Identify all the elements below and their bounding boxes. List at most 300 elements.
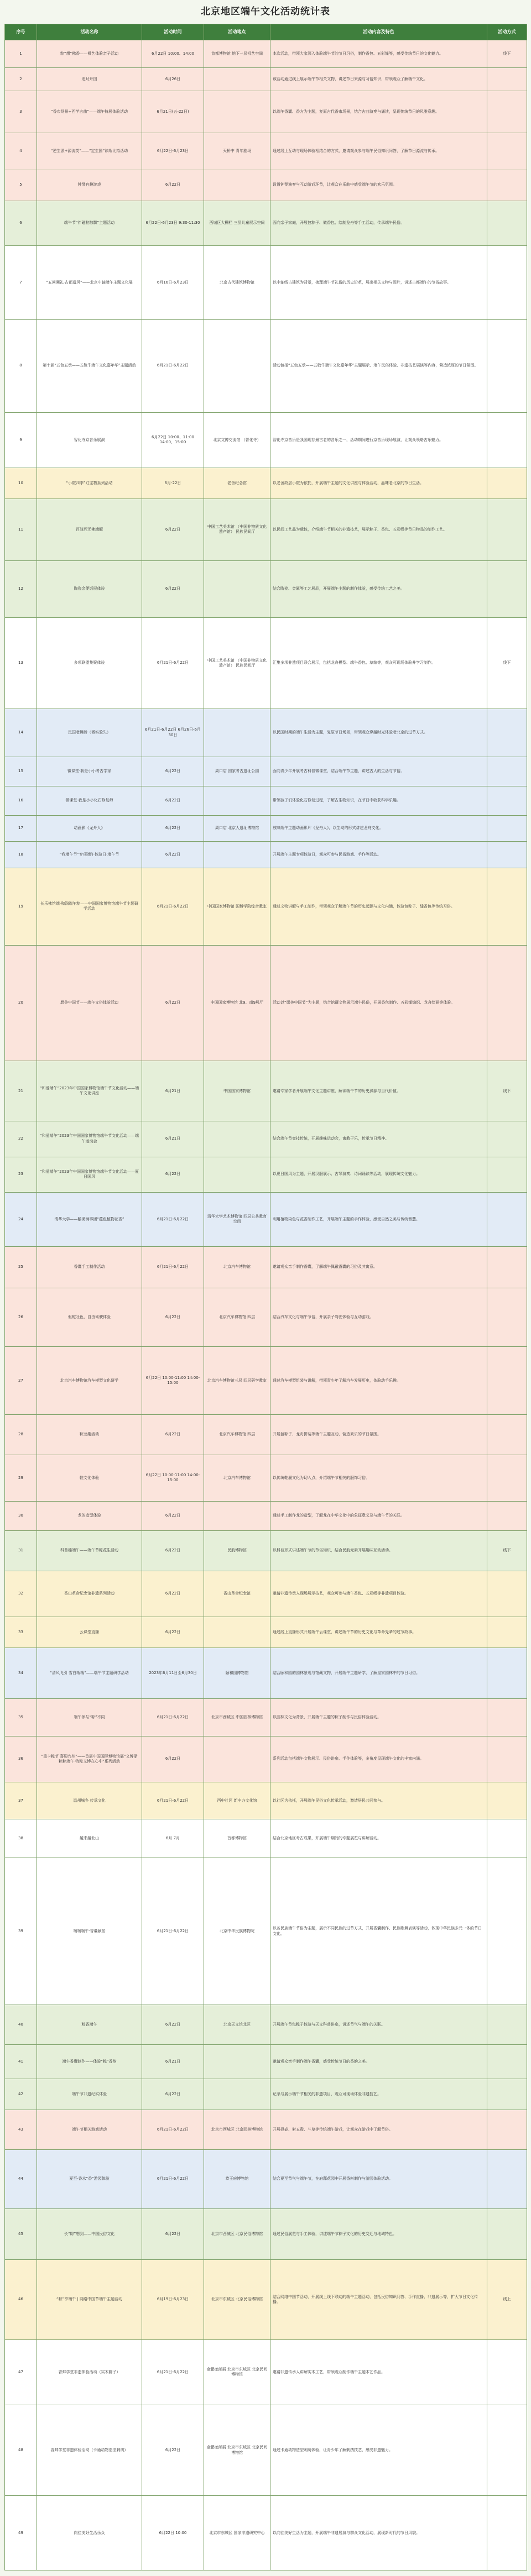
row-number: 31 xyxy=(5,1530,37,1571)
activity-mode xyxy=(487,2208,527,2259)
table-row xyxy=(5,2005,527,2045)
activity-time: 6月22日 10:00-11:00 14:00-15:00 xyxy=(142,1347,204,1415)
activity-time: 6月19日-6月23日 xyxy=(142,2259,204,2339)
activity-description: 利用植物染色与花香制作工艺，开展端午主题的手作体验，感受自然之美与传统智慧。 xyxy=(270,1192,487,1246)
header-time: 活动时间 xyxy=(142,24,204,40)
activity-time: 6月 7月 xyxy=(142,1819,204,1858)
row-number: 42 xyxy=(5,2079,37,2110)
row-number: 44 xyxy=(5,2150,37,2208)
activity-name: 民国老舞龄（微实验失） xyxy=(37,709,142,757)
activity-description: 以各民族端午节俗为主题，展示不同民族的过节方式，开展香囊制作、民族歌舞表演等活动，体现中华民族多元一体的节日文化。 xyxy=(270,1858,487,2005)
activity-name: 粽龙趣活动 xyxy=(37,1415,142,1455)
activity-description: 开展投壶、射五毒、斗草等传统端午游戏，让观众在游戏中了解节俗。 xyxy=(270,2110,487,2150)
activity-mode: 线下 xyxy=(487,1061,527,1121)
activity-place: 北京汽车博物馆三层 四层研学教室 xyxy=(204,1347,270,1415)
activity-time: 6月21日-6月22日 xyxy=(142,1699,204,1736)
activity-place: 老舍纪念馆 xyxy=(204,468,270,499)
activity-time: 6月21日(五-22日) xyxy=(142,91,204,133)
table-row xyxy=(5,1061,527,1121)
activity-time: 6月21日-6月22日 xyxy=(142,1192,204,1246)
table-row xyxy=(5,2150,527,2208)
activity-time: 6月26日 xyxy=(142,68,204,91)
activity-mode xyxy=(487,1121,527,1157)
activity-mode xyxy=(487,2496,527,2570)
table-row xyxy=(5,618,527,709)
activity-place: 西城区大栅栏 三层儿童展示空间 xyxy=(204,201,270,245)
row-number: 29 xyxy=(5,1455,37,1501)
activity-mode xyxy=(487,757,527,786)
activity-name: 鞋文化体验 xyxy=(37,1455,142,1501)
activity-place: 香山革命纪念馆 xyxy=(204,1571,270,1617)
activity-name: 粽香端午 xyxy=(37,2005,142,2045)
activity-place: 金鹏龙邮展 北京市东城区 北京民间博物馆 xyxy=(204,2405,270,2496)
row-number: 12 xyxy=(5,560,37,617)
activity-name: 愿美中国节——端午文俗体验活动 xyxy=(37,945,142,1061)
table-row xyxy=(5,468,527,499)
activity-mode xyxy=(487,945,527,1061)
table-row xyxy=(5,201,527,245)
activity-mode xyxy=(487,815,527,842)
header-no: 序号 xyxy=(5,24,37,40)
activity-name: 多项联盟集聚体验 xyxy=(37,618,142,709)
activity-place xyxy=(204,786,270,815)
table-row xyxy=(5,1699,527,1736)
activity-description: 以老舍故居小院为依托，开展端午主题的文化讲座与体验活动，品味老北京的节日生活。 xyxy=(270,468,487,499)
activity-name: 端午香囊制作——体验“粽”香韵 xyxy=(37,2045,142,2079)
activity-time: 6月21日-6月22日 xyxy=(142,618,204,709)
activity-mode xyxy=(487,133,527,170)
activity-description: 开展端午主题专项体验日，观众可参与民俗游戏、手作等活动。 xyxy=(270,842,487,868)
row-number: 7 xyxy=(5,245,37,319)
table-body xyxy=(5,40,527,2570)
activity-place xyxy=(204,91,270,133)
activity-description: 邀请专家学者开展端午文化主题讲座，解读端午节的历史渊源与当代价值。 xyxy=(270,1061,487,1121)
activity-name: “粽”享端午 | 网络中国节端午主题活动 xyxy=(37,2259,142,2339)
row-number: 11 xyxy=(5,499,37,561)
activity-mode xyxy=(487,170,527,201)
table-row xyxy=(5,170,527,201)
activity-description: 通过线上直播形式开展端午云课堂，讲述端午节的历史文化与革命先辈的过节故事。 xyxy=(270,1617,487,1648)
table-row xyxy=(5,2045,527,2079)
page-title: 北京地区端午文化活动统计表 xyxy=(201,6,330,17)
activity-mode xyxy=(487,499,527,561)
activity-description: 该活动通过线上展示端午节相关文物，讲述节日来源与习俗知识，带领观众了解端午文化。 xyxy=(270,68,487,91)
activity-mode xyxy=(487,2005,527,2045)
activity-name: 香囊手工制作活动 xyxy=(37,1246,142,1288)
row-number: 20 xyxy=(5,945,37,1061)
table-row xyxy=(5,868,527,945)
activity-name: 云课堂直播 xyxy=(37,1617,142,1648)
activity-mode xyxy=(487,1501,527,1530)
table-row xyxy=(5,40,527,68)
row-number: 38 xyxy=(5,1819,37,1858)
row-number: 25 xyxy=(5,1246,37,1288)
activity-place xyxy=(204,68,270,91)
activity-name: 端午节非遗纪实体验 xyxy=(37,2079,142,2110)
activity-time: 6月22日 xyxy=(142,1571,204,1617)
activity-description: 通过文物讲解与手工制作，带领观众了解端午节的历史起源与文化内涵，体验包粽子、缝香包等传统习俗。 xyxy=(270,868,487,945)
activity-name: 钟琴有趣游戏 xyxy=(37,170,142,201)
activity-time: 6月21日-6月22日 xyxy=(142,1782,204,1819)
activity-place: 金鹏龙邮展 北京市东城区 北京民间博物馆 xyxy=(204,2340,270,2405)
activity-name: 第十届“五色五承——五敬牛端午文化嘉年华”主题活动 xyxy=(37,319,142,412)
row-number: 30 xyxy=(5,1501,37,1530)
activity-mode xyxy=(487,2150,527,2208)
row-number: 27 xyxy=(5,1347,37,1415)
table-row xyxy=(5,2110,527,2150)
activity-place: 首都博物馆 地下一层机艺空间 xyxy=(204,40,270,68)
table-row xyxy=(5,245,527,319)
activity-time: 6月22日 xyxy=(142,2208,204,2259)
activity-place: 首都博物馆 xyxy=(204,1819,270,1858)
table-row xyxy=(5,1157,527,1192)
activity-time: 6月22日 xyxy=(142,170,204,201)
activity-place xyxy=(204,842,270,868)
activity-name: “和爱端午”2023年中国国家博物馆端午节文化活动——端午运动会 xyxy=(37,1121,142,1157)
activity-place: 北京汽车博物馆 四层 xyxy=(204,1288,270,1347)
activity-time: 6月22日 xyxy=(142,2079,204,2110)
activity-time: 6月21日 xyxy=(142,1121,204,1157)
table-row xyxy=(5,68,527,91)
activity-mode xyxy=(487,1455,527,1501)
activity-time: 6月-22日 xyxy=(142,468,204,499)
row-number: 33 xyxy=(5,1617,37,1648)
table-row xyxy=(5,1819,527,1858)
activity-mode xyxy=(487,245,527,319)
activity-description: 以社区为依托，开展端午民俗文化传承活动，邀请居民共同参与。 xyxy=(270,1782,487,1819)
activity-mode: 线下 xyxy=(487,618,527,709)
activity-name: 驱蛇吐色，自由驾驶体验 xyxy=(37,1288,142,1347)
table-row xyxy=(5,1736,527,1782)
activity-description: 结合颐和园的园林景观与馆藏文物，开展端午主题研学，了解皇家园林中的节日习俗。 xyxy=(270,1648,487,1699)
header-desc: 活动内容及特色 xyxy=(270,24,487,40)
activity-name: 动画影《龙舟人》 xyxy=(37,815,142,842)
row-number: 45 xyxy=(5,2208,37,2259)
table-row xyxy=(5,319,527,412)
activity-place: 民航博物馆 xyxy=(204,1530,270,1571)
activity-mode: 线下 xyxy=(487,1530,527,1571)
activity-place: 清华大学艺术博物馆 四层公共教育空间 xyxy=(204,1192,270,1246)
activity-time: 6月22日 xyxy=(142,945,204,1061)
activity-time: 6月22日 xyxy=(142,1530,204,1571)
activity-description: 通过汽车模型组装与讲解，带领青少年了解汽车发展历史，体验动手乐趣。 xyxy=(270,1347,487,1415)
row-number: 37 xyxy=(5,1782,37,1819)
activity-mode xyxy=(487,1246,527,1288)
activity-description: 结合陶瓷、金属等工艺展品，开展端午主题的制作体验，感受传统工艺之美。 xyxy=(270,560,487,617)
activity-name: 粽“想”佛香——机艺体验亲子活动 xyxy=(37,40,142,68)
activity-mode xyxy=(487,1648,527,1699)
activity-place: 北京天文馆北区 xyxy=(204,2005,270,2045)
activity-name: 长“粽”想到——中国民俗文化 xyxy=(37,2208,142,2259)
row-number: 28 xyxy=(5,1415,37,1455)
activity-name: 向往美好生活乐众 xyxy=(37,2496,142,2570)
activity-mode xyxy=(487,68,527,91)
row-number: 39 xyxy=(5,1858,37,2005)
activity-place: 周口店 北京人遗址博物馆 xyxy=(204,815,270,842)
activity-name: “和爱端午”2023年中国国家博物馆端午节文化活动——端午文化讲座 xyxy=(37,1061,142,1121)
row-number: 23 xyxy=(5,1157,37,1192)
activity-time: 6月22日 10:00-11:00 14:00-15:00 xyxy=(142,1455,204,1501)
activity-time: 6月22日 xyxy=(142,815,204,842)
activity-description: 邀请观众亲手制作端午香囊，感受传统节日的香韵之美。 xyxy=(270,2045,487,2079)
activity-mode xyxy=(487,709,527,757)
activity-mode xyxy=(487,786,527,815)
activity-place: 颐和园博物馆 xyxy=(204,1648,270,1699)
row-number: 40 xyxy=(5,2005,37,2045)
table-row xyxy=(5,1858,527,2005)
row-number: 15 xyxy=(5,757,37,786)
row-number: 46 xyxy=(5,2259,37,2339)
activity-mode xyxy=(487,2405,527,2496)
activity-mode xyxy=(487,468,527,499)
table-row xyxy=(5,815,527,842)
activity-place xyxy=(204,1157,270,1192)
activity-description: 开展端午节包粽子体验与天文科普讲座，讲述节气与端午的关联。 xyxy=(270,2005,487,2045)
activity-description: 本次活动，带领大家深入体验端午节的节日习俗，制作香包、五彩绳等，感受传统节日的文化魅力。 xyxy=(270,40,487,68)
activity-description: 记录与展示端午节相关的非遗项目，观众可现场体验非遗技艺。 xyxy=(270,2079,487,2110)
activity-time: 6月21日-6月22日 xyxy=(142,868,204,945)
activity-time: 6月22日 xyxy=(142,2405,204,2496)
table-row xyxy=(5,1192,527,1246)
row-number: 5 xyxy=(5,170,37,201)
activity-time: 6月22日 xyxy=(142,560,204,617)
table-row xyxy=(5,91,527,133)
activity-mode xyxy=(487,2110,527,2150)
row-number: 17 xyxy=(5,815,37,842)
activity-time: 6月21日-6月22日 xyxy=(142,1858,204,2005)
activity-time: 6月22日 xyxy=(142,1157,204,1192)
activity-mode xyxy=(487,868,527,945)
table-row xyxy=(5,1347,527,1415)
table-row xyxy=(5,412,527,468)
row-number: 32 xyxy=(5,1571,37,1617)
table-row xyxy=(5,1121,527,1157)
table-row xyxy=(5,2340,527,2405)
activity-mode xyxy=(487,1819,527,1858)
activity-description: 邀请非遗传承人现场展示技艺，观众可参与端午香包、五彩绳等非遗项目体验。 xyxy=(270,1571,487,1617)
activity-mode xyxy=(487,1617,527,1648)
activity-description: 面向青少年开展考古科普微课堂，结合端午节主题，讲述古人的生活与节俗。 xyxy=(270,757,487,786)
activity-place: 恭王府博物馆 xyxy=(204,2150,270,2208)
activity-description: 通过线上互动与现场体验相结合的方式，邀请观众参与端午民俗知识问答，了解节日源流与传承。 xyxy=(270,133,487,170)
activity-description: 通过民俗展览与手工体验，讲述端午节粽子文化的历史变迁与地域特色。 xyxy=(270,2208,487,2259)
activity-place: 中国工艺美术馆 （中国非物质文化遗产馆） 民族民间厅 xyxy=(204,618,270,709)
activity-time: 6月22日 xyxy=(142,499,204,561)
activity-description: 结合汽车文化与端午节俗，开展亲子驾驶体验与互动游戏。 xyxy=(270,1288,487,1347)
row-number: 8 xyxy=(5,319,37,412)
activity-description: 以传统鞋履文化为切入点，介绍端午节相关的服饰习俗。 xyxy=(270,1455,487,1501)
activity-mode xyxy=(487,2045,527,2079)
activity-mode xyxy=(487,1288,527,1347)
activity-name: 微课堂·我是小小考古学家 xyxy=(37,757,142,786)
activity-mode xyxy=(487,1782,527,1819)
activity-time: 6月22日 xyxy=(142,1501,204,1530)
row-number: 49 xyxy=(5,2496,37,2570)
activity-name: 龙的造型体验 xyxy=(37,1501,142,1530)
activity-time: 6月21日-6月22日 xyxy=(142,1246,204,1288)
activity-description: 设置钟琴演奏与互动游戏环节，让观众在乐曲中感受端午节的欢乐氛围。 xyxy=(270,170,487,201)
table-row xyxy=(5,709,527,757)
table-row xyxy=(5,945,527,1061)
activity-place: 北京市西城区 北京园林博物馆 xyxy=(204,2110,270,2150)
table-header-row xyxy=(5,24,527,40)
activity-description: 以向往美好生活为主题，开展端午非遗展演与群众文化活动，展现新时代的节日风貌。 xyxy=(270,2496,487,2570)
activity-time: 6月21日-6月22日 xyxy=(142,2340,204,2405)
activity-place xyxy=(204,2079,270,2110)
table-row xyxy=(5,1530,527,1571)
activity-time: 6月21日 xyxy=(142,2045,204,2079)
activity-description: 以中轴线古建筑为背景，梳理端午节礼俗的历史沿革，展出相关文物与图片，讲述古都端午的节俗故事。 xyxy=(270,245,487,319)
table-row xyxy=(5,1648,527,1699)
activity-name: 微课堂·我是小小化石修复师 xyxy=(37,786,142,815)
activity-description: 以民间工艺品为载体，介绍端午节相关的非遗技艺，展示粽子、香包、五彩绳等节日物品的制作工艺。 xyxy=(270,499,487,561)
activity-time: 6月22日 xyxy=(142,1736,204,1782)
activity-name: “我端午节”专项端午体验日·端午节 xyxy=(37,842,142,868)
row-number: 13 xyxy=(5,618,37,709)
row-number: 18 xyxy=(5,842,37,868)
activity-description: 智化寺京音乐是我国现存最古老的音乐之一，活动期间进行京音乐现场展演，让观众领略古乐魅力。 xyxy=(270,412,487,468)
row-number: 43 xyxy=(5,2110,37,2150)
activity-place: 北京古代建筑博物馆 xyxy=(204,245,270,319)
activity-mode xyxy=(487,1192,527,1246)
table-row xyxy=(5,2405,527,2496)
activity-mode xyxy=(487,560,527,617)
activity-place xyxy=(204,1501,270,1530)
row-number: 34 xyxy=(5,1648,37,1699)
activity-table xyxy=(4,24,527,2570)
activity-name: 越来越北山 xyxy=(37,1819,142,1858)
activity-place: 北京市西城区 北京民俗博物馆 xyxy=(204,2208,270,2259)
activity-place xyxy=(204,1736,270,1782)
activity-place xyxy=(204,1121,270,1157)
row-number: 24 xyxy=(5,1192,37,1246)
activity-time: 6月22日 xyxy=(142,1415,204,1455)
activity-name: “逆生派+源流类”——“定生国”读端比拟活动 xyxy=(37,133,142,170)
activity-place: 中国国家博物馆 国博学院综合教室 xyxy=(204,868,270,945)
activity-name: 清华大学——鹅溪涧事团“蕴色植物花香” xyxy=(37,1192,142,1246)
activity-description: 通过卡通动物造型刺绣体验，让青少年了解刺绣技艺，感受非遗魅力。 xyxy=(270,2405,487,2496)
activity-place: 北京汽车博物馆 xyxy=(204,1246,270,1288)
row-number: 47 xyxy=(5,2340,37,2405)
row-number: 26 xyxy=(5,1288,37,1347)
activity-place xyxy=(204,560,270,617)
activity-name: “香市场景+西学古曲”——端午特展体验活动 xyxy=(37,91,142,133)
table-row xyxy=(5,1571,527,1617)
activity-mode xyxy=(487,1736,527,1782)
activity-place: 周口店 国家考古遗址公园 xyxy=(204,757,270,786)
activity-name: 陶瓷金便饭展体验 xyxy=(37,560,142,617)
activity-place: 北京市东城区 北京民俗博物馆 xyxy=(204,2259,270,2339)
row-number: 6 xyxy=(5,201,37,245)
table-row xyxy=(5,757,527,786)
table-row xyxy=(5,2208,527,2259)
table-row xyxy=(5,786,527,815)
table-row xyxy=(5,1455,527,1501)
table-row xyxy=(5,560,527,617)
activity-time: 6月22日 xyxy=(142,786,204,815)
activity-name: “五问溯礼·古都遗风”——北京中轴端午主题文化展 xyxy=(37,245,142,319)
activity-description: 通过手工制作龙的造型，了解龙在中华文化中的象征意义及与端午节的关联。 xyxy=(270,1501,487,1530)
header-way: 活动方式 xyxy=(487,24,527,40)
activity-place: 北京市西城区 中国园林博物馆 xyxy=(204,1699,270,1736)
activity-time: 6月22日 10:00 xyxy=(142,2496,204,2570)
activity-description: 结合北京地区考古成果，开展端午期间的专题展览与讲解活动。 xyxy=(270,1819,487,1858)
row-number: 48 xyxy=(5,2405,37,2496)
table-row xyxy=(5,499,527,561)
header-name: 活动名称 xyxy=(37,24,142,40)
row-number: 14 xyxy=(5,709,37,757)
row-number: 1 xyxy=(5,40,37,68)
activity-time: 6月22日 xyxy=(142,1288,204,1347)
activity-description: 以民国时期的端午生活为主题，复原节日场景，带领观众穿越时光体验老北京的过节方式。 xyxy=(270,709,487,757)
activity-place: 中国国家博物馆 xyxy=(204,1061,270,1121)
activity-place: 北京汽车博物馆 四层 xyxy=(204,1415,270,1455)
activity-time: 6月21日-6月22日 6月26日-6月30日 xyxy=(142,709,204,757)
activity-mode xyxy=(487,1157,527,1192)
activity-name: 长乐佛馆端·和润端午粽——中国国家博物馆端午节主题研学活动 xyxy=(37,868,142,945)
activity-description: 开展包粽子、龙舟拼装等端午主题互动，营造欢乐的节日氛围。 xyxy=(270,1415,487,1455)
activity-name: 追时开国 xyxy=(37,68,142,91)
activity-mode xyxy=(487,1571,527,1617)
activity-place: 北京市东城区 国家非遗研究中心 xyxy=(204,2496,270,2570)
activity-time: 6月22日 10:00、14:00 xyxy=(142,40,204,68)
activity-place xyxy=(204,170,270,201)
row-number: 36 xyxy=(5,1736,37,1782)
activity-description: 面向亲子家庭，开展包粽子、做香包、绘制龙舟等手工活动，传承端午民俗。 xyxy=(270,201,487,245)
activity-name: 端端端午·香囊颐居 xyxy=(37,1858,142,2005)
activity-mode xyxy=(487,842,527,868)
activity-time: 6月22日 10:00、11:00 14:00、15:00 xyxy=(142,412,204,468)
row-number: 9 xyxy=(5,412,37,468)
activity-description: 汇集多项非遗项目联合展示，包括龙舟模型、端午香包、草编等，观众可现场体验并学习制作。 xyxy=(270,618,487,709)
activity-name: 温州城乡 传承文化 xyxy=(37,1782,142,1819)
activity-description: 活动以“愿美中国节”为主题，结合馆藏文物展示端午民俗，开展香包制作、五彩绳编织、龙舟绘画等体验。 xyxy=(270,945,487,1061)
activity-mode xyxy=(487,412,527,468)
row-number: 22 xyxy=(5,1121,37,1157)
row-number: 2 xyxy=(5,68,37,91)
activity-mode xyxy=(487,1415,527,1455)
activity-time: 6月21日 xyxy=(142,1061,204,1121)
table-row xyxy=(5,1288,527,1347)
activity-place: 中国工艺美术馆 （中国非物质文化遗产馆） 民族民间厅 xyxy=(204,499,270,561)
activity-time: 6月21日-6月22日 xyxy=(142,319,204,412)
row-number: 3 xyxy=(5,91,37,133)
activity-name: 端午节“伴磁粒粽飘”主题活动 xyxy=(37,201,142,245)
table-row xyxy=(5,2079,527,2110)
activity-mode: 线上 xyxy=(487,2259,527,2339)
activity-description: 结合端午节竞技传统，开展趣味运动会，寓教于乐，传承节日精神。 xyxy=(270,1121,487,1157)
table-row xyxy=(5,2259,527,2339)
row-number: 16 xyxy=(5,786,37,815)
activity-name: 智化寺京音乐展演 xyxy=(37,412,142,468)
table-row xyxy=(5,1246,527,1288)
activity-place: 中国国家博物馆 北9、南9展厅 xyxy=(204,945,270,1061)
activity-mode xyxy=(487,201,527,245)
row-number: 10 xyxy=(5,468,37,499)
activity-description: 结合夏至节气与端午节，在府邸花园中开展香料制作与游园体验活动。 xyxy=(270,2150,487,2208)
row-number: 35 xyxy=(5,1699,37,1736)
activity-place: 北京汽车博物馆 xyxy=(204,1455,270,1501)
activity-description: 带领孩子们体验化石修复过程，了解古生物知识，在节日中收获科学乐趣。 xyxy=(270,786,487,815)
activity-name: 百战死无佛端解 xyxy=(37,499,142,561)
activity-time: 6月22日-6月23日 9:30-11:30 xyxy=(142,201,204,245)
activity-name: “重卡粽节 喜迎九州”——首届中国国际博物馆展“文博浙粽粽端午·特粽文博在心中”系列活动 xyxy=(37,1736,142,1782)
activity-name: 夏至·香水“香”游园体验 xyxy=(37,2150,142,2208)
activity-place xyxy=(204,709,270,757)
activity-name: 科普趣端午——端午节粽花生活动 xyxy=(37,1530,142,1571)
activity-time: 2023年6月11日至6月30日 xyxy=(142,1648,204,1699)
activity-time: 6月16日-6月23日 xyxy=(142,245,204,319)
